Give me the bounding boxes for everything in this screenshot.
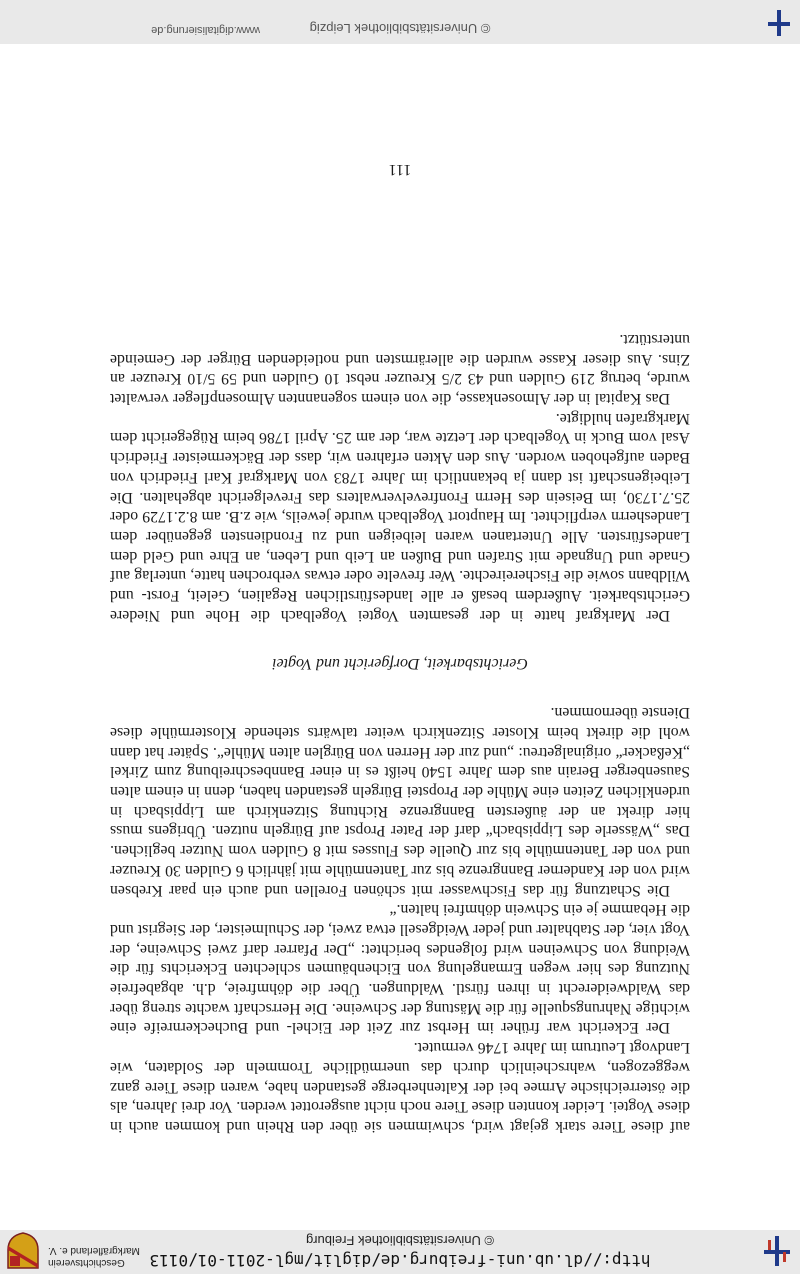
copyright-notice: © Universitätsbibliothek Freiburg	[305, 1233, 495, 1248]
page-number: 111	[388, 161, 412, 178]
paragraph: Die Schatzung für das Fischwasser mit schönen Forellen und auch ein paar Krebsen wird von der Kanderner Banngrenze bis zur Tantenmühle mit jährlich 6 Gulden 30 Kreuzer und von der Tantenmühle bis zur Quelle des Flusses mit 8 Gulden vom Nutzer beglichen. Das „Wässerle des Lippisbach“ darf der Pater Propst auf Bürgeln nutzen. Übrigens muss hier direkt an der äußersten Banngrenze Richtung Sitzenkirch am Lippisbach in urdenklichen Zeiten eine Mühle der Propstei Bürgeln gestanden haben, denn in einem alten Sausenberger Berain aus dem Jahre 1540 heißt es in einer Bannbeschreibung zum Zirkel „Keßacker“ originalgetreu: „und zur der Herren von Bürglen alten Mühle“. Später hat dann wohl die direkt beim Kloster Sitzenkirch weiter talwärts stehende Klostermühle diese Dienste übernommen.	[110, 704, 690, 899]
document-url[interactable]: http://dl.ub.uni-freiburg.de/diglit/mgl-2011-01/0113	[149, 1251, 651, 1270]
page-body	[110, 329, 690, 1136]
footer-bar	[0, 0, 800, 44]
coat-of-arms-icon	[6, 1232, 40, 1270]
footer-library: © Universitätsbibliothek Leipzig	[309, 21, 491, 36]
paragraph: auf diese Tiere stark gejagt wird, schwimmen sie über den Rhein und kommen auch in diese Vogtei. Leider konnten diese Tiere noch nicht ausgerottet werden. Vor drei Jahren, als die österreichische Armee bei der Kaltenherberge gestanden habe, waren diese Tiere ganz weggezogen, wahrscheinlich durch das unermüdliche Trommeln der Soldaten, wie Landvogt Leutrum im Jahre 1746 vermutet.	[110, 1039, 690, 1135]
association-name: Geschichtsverein Markgräflerland e. V.	[48, 1245, 140, 1268]
footer-badge: www.digitalisierung.de	[151, 24, 260, 36]
header-bar	[0, 1230, 800, 1274]
paragraph: Der Markgraf hatte in der gesamten Vogtei Vogelbach die Hohe und Niedere Gerichtsbarkeit. Außerdem besaß er alle landesfürstlichen Regalien, Geleit, Forst- und Wildbann sowie die Fischereirechte. Wer frevelte oder etwas verbrochen hatte, unterlag auf Gnade und Ungnade mit Strafen und Bußen an Leib und Leben, an Ehre und Geld dem Landesfürsten. Alle Untertanen waren leibeigen und zu Frondiensten gegenüber dem Landesherrn verpflichtet. Im Hauptort Vogelbach wurde jeweils, wie z.B. am 8.2.1729 oder 25.7.1730, im Beisein des Herrn Fronfrevelverwalters das Frevelgericht abgehalten. Die Leibeigenschaft ist dann ja bekanntlich im Jahre 1783 von Markgraf Karl Friedrich von Baden aufgehoben worden. Aus den Akten erfahren wir, dass der Bäckermeister Friedrich Asal vom Buck in Vogelbach der Letzte war, der am 25. April 1786 beim Rügegericht dem Markgrafen huldigte.	[110, 409, 690, 624]
paragraph: Der Eckericht war früher im Herbst zur Zeit der Eichel- und Bucheckernreife eine wichtige Nahrungsquelle für die Mästung der Schweine. Die Herrschaft wachte streng über das Waldweiderecht in ihren fürstl. Waldungen. Über die döhmfreie, d.h. abgabefreie Nutzung des hier wegen Ermangelung von Eichenbäumen schlechten Eckerichts für die Weidung von Schweinen wird folgendes berichtet: „Der Pfarrer darf zwei Schweine, der Vogt vier, der Stabhalter und jeder Weidgesell etwa zwei, der Schulmeister, der Siegrist und die Hebamme je ein Schwein döhmfrei halten.“	[110, 901, 690, 1037]
paragraph: Das Kapital in der Almosenkasse, die von einem sogenannten Almosenpfleger verwaltet wurde, betrug 219 Gulden und 43 2/5 Kreuzer nebst 10 Gulden und 59 5/10 Kreuzer an Zins. Aus dieser Kasse wurden die allerärmsten und notleidenden Bürger der Gemeinde unterstützt.	[110, 330, 690, 408]
section-heading: Gerichtsbarkeit, Dorfgericht und Vogtei	[272, 654, 528, 672]
